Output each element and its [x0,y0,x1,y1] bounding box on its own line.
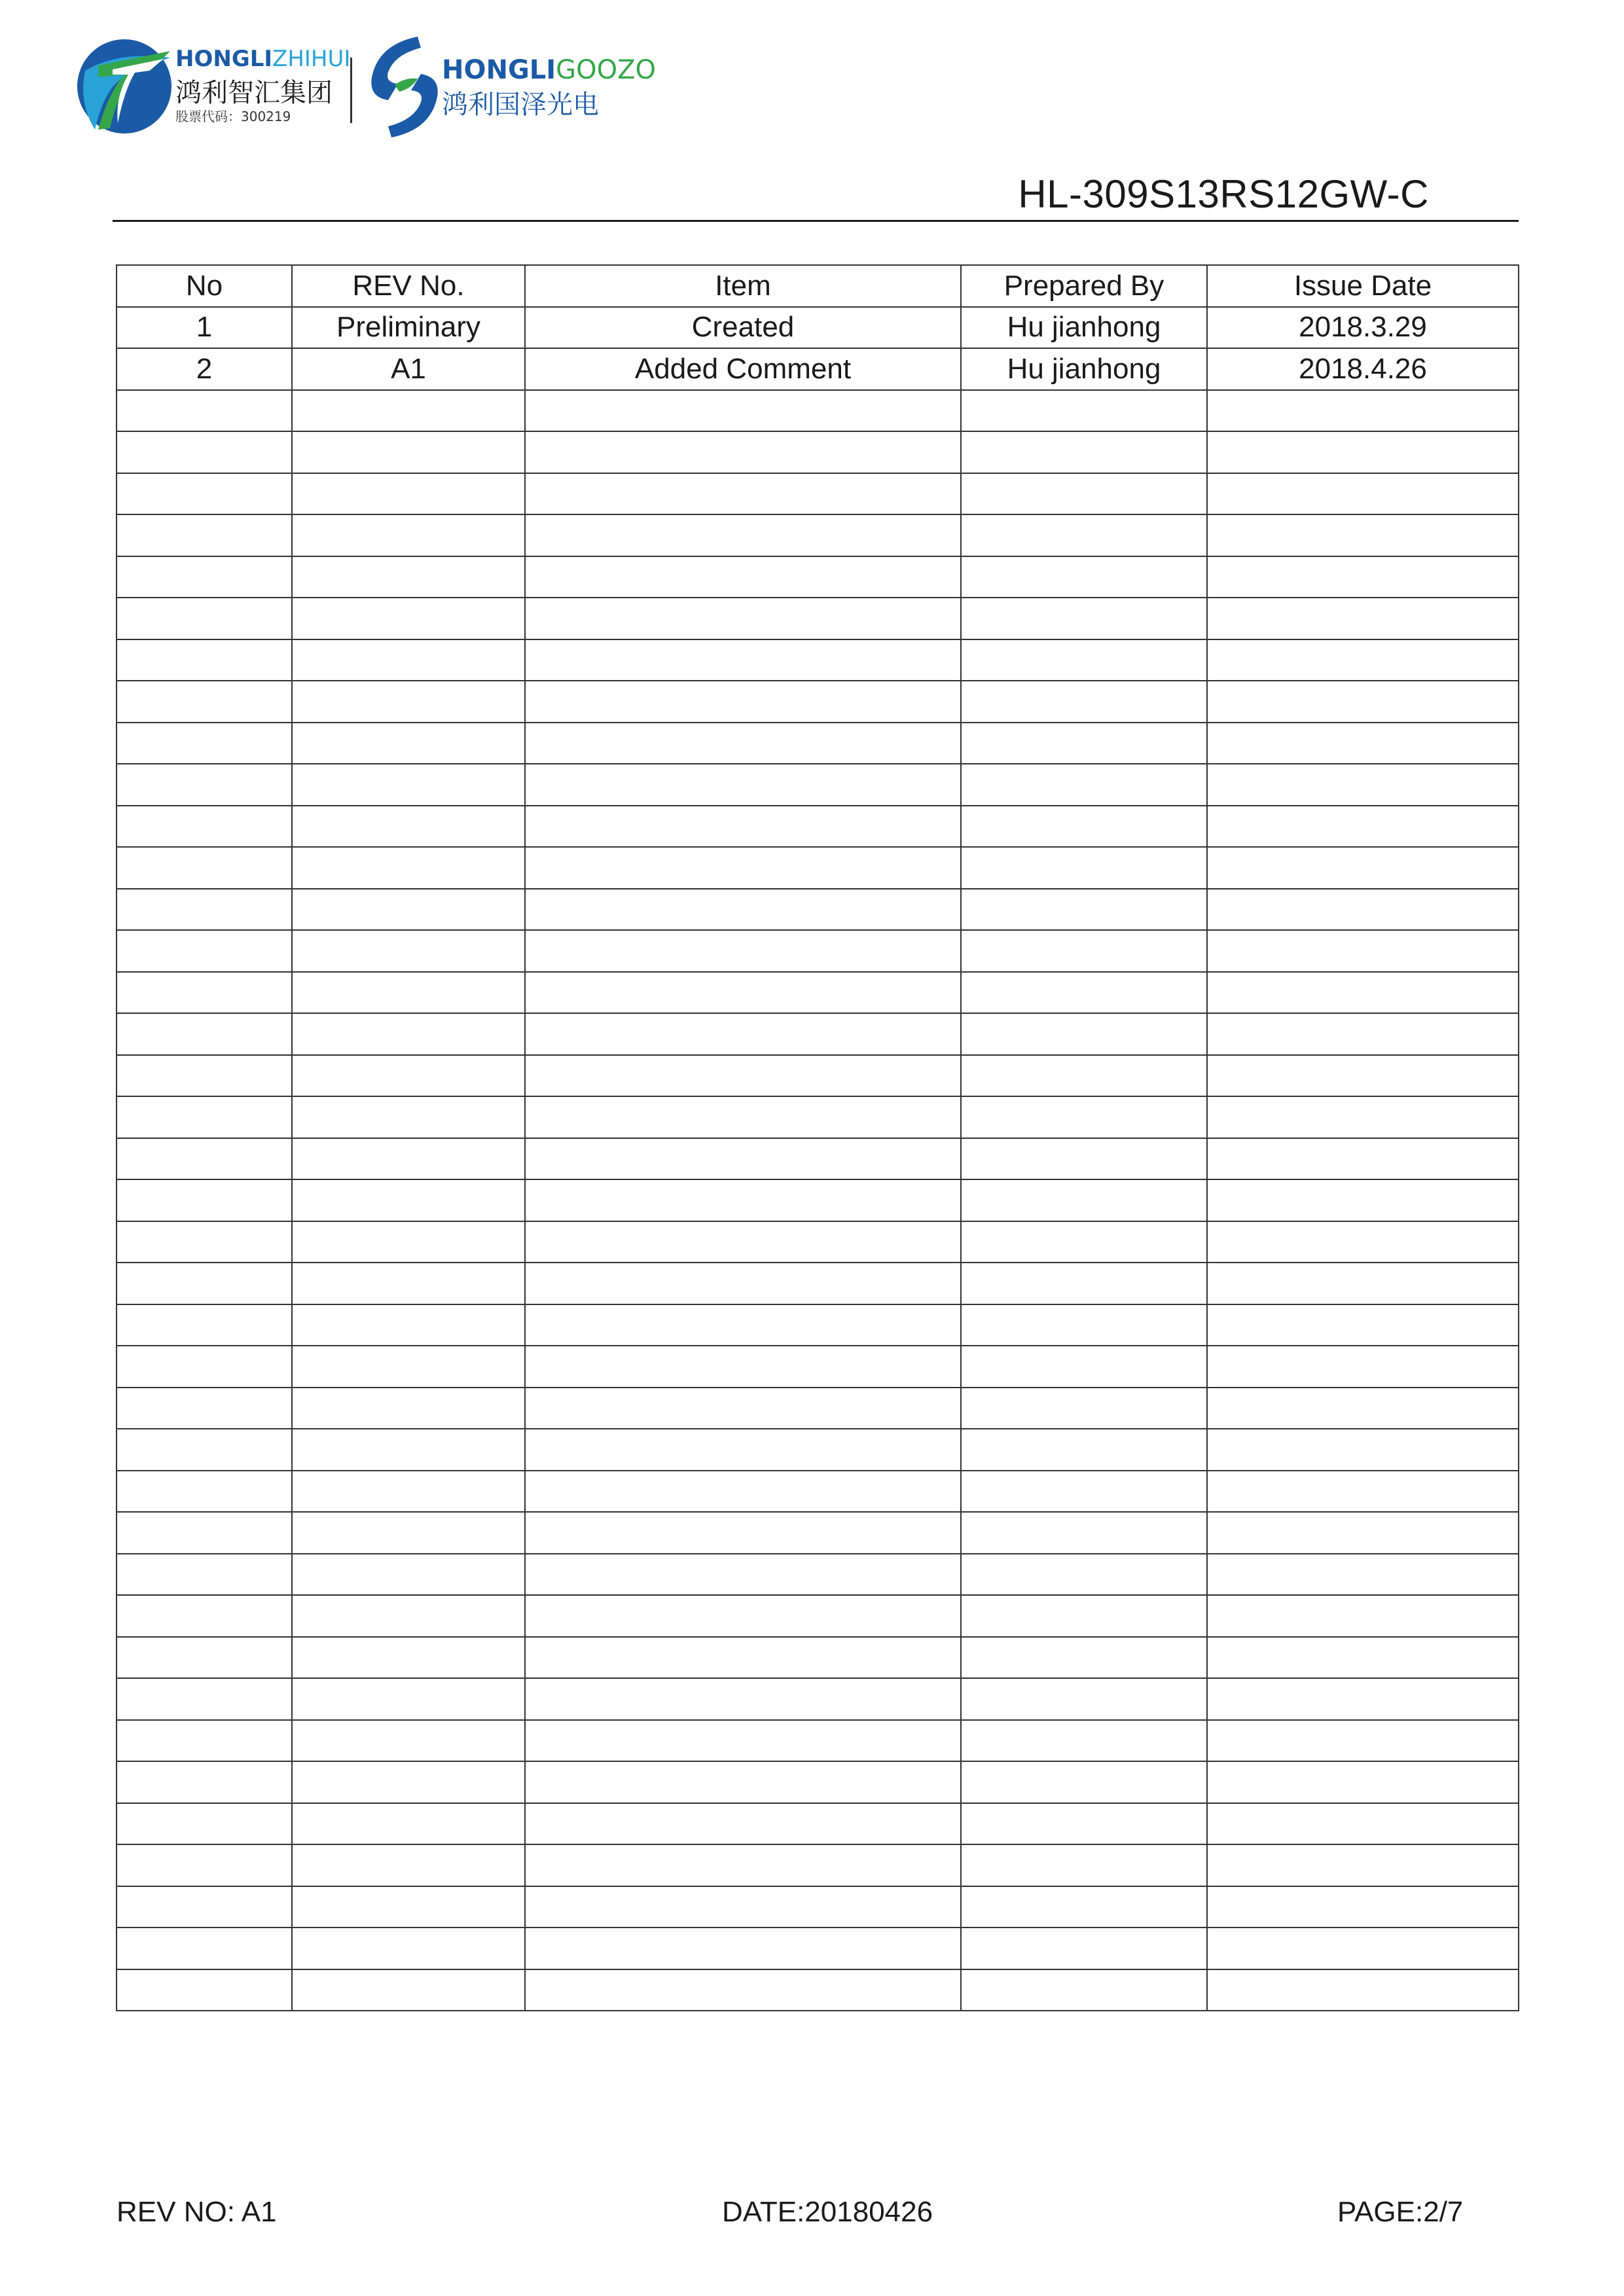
empty-cell [961,1554,1207,1596]
empty-cell [525,889,961,931]
empty-cell [292,972,525,1014]
empty-cell [961,764,1207,806]
model-number: HL-309S13RS12GW-C [1018,172,1429,216]
footer-rev-no: REV NO: A1 [117,2196,277,2228]
empty-cell [292,598,525,639]
empty-cell [292,1678,525,1720]
table-header-row [117,265,1519,307]
empty-cell [1207,681,1519,723]
empty-cell [1207,598,1519,639]
empty-cell [525,930,961,972]
empty-cell [961,1803,1207,1845]
empty-cell [1207,1637,1519,1679]
empty-cell [292,639,525,681]
empty-cell [292,1554,525,1596]
logo-divider [350,58,352,123]
empty-cell [525,1720,961,1762]
empty-cell [525,1096,961,1138]
empty-cell [117,1637,292,1679]
table-row-empty [117,390,1519,432]
empty-cell [961,1179,1207,1221]
empty-cell [525,639,961,681]
empty-cell [961,972,1207,1014]
table-row-empty [117,681,1519,723]
empty-cell [1207,806,1519,848]
empty-cell [292,1263,525,1304]
table-row-empty [117,1179,1519,1221]
empty-cell [117,1512,292,1554]
hongligoozo-logo-icon [359,31,450,143]
empty-cell [525,1013,961,1055]
empty-cell [1207,930,1519,972]
empty-cell [117,1844,292,1886]
empty-cell [1207,1761,1519,1803]
empty-cell [1207,1678,1519,1720]
empty-cell [1207,847,1519,889]
logo2-name: HONGLIGOOZO [442,55,657,85]
table-row-empty [117,1720,1519,1762]
empty-cell [525,598,961,639]
table-row [117,307,1519,349]
empty-cell [1207,1886,1519,1928]
empty-cell [961,1138,1207,1180]
table-row-empty [117,1429,1519,1471]
table-row-empty [117,930,1519,972]
empty-cell [525,1886,961,1928]
cell-rev: Preliminary [292,307,525,349]
empty-cell [525,1595,961,1637]
empty-cell [292,723,525,764]
empty-cell [525,1678,961,1720]
empty-cell [117,723,292,764]
empty-cell [961,598,1207,639]
empty-cell [525,1803,961,1845]
empty-cell [117,930,292,972]
empty-cell [117,1969,292,2011]
empty-cell [1207,1388,1519,1429]
empty-cell [525,1761,961,1803]
empty-cell [117,514,292,556]
table-row-empty [117,1388,1519,1429]
empty-cell [117,390,292,432]
cell-item: Added Comment [525,348,961,390]
empty-cell [117,1263,292,1304]
empty-cell [292,806,525,848]
empty-cell [117,1803,292,1845]
empty-cell [961,1263,1207,1304]
empty-cell [1207,1471,1519,1513]
empty-cell [292,1138,525,1180]
empty-cell [292,889,525,931]
empty-cell [117,598,292,639]
empty-cell [117,1304,292,1346]
empty-cell [525,1263,961,1304]
empty-cell [117,972,292,1014]
empty-cell [1207,390,1519,432]
table-row-empty [117,847,1519,889]
empty-cell [117,556,292,598]
empty-cell [961,1886,1207,1928]
footer-date: DATE:20180426 [722,2196,933,2228]
empty-cell [961,1637,1207,1679]
empty-cell [961,1304,1207,1346]
empty-cell [525,473,961,515]
empty-cell [1207,1803,1519,1845]
empty-cell [292,681,525,723]
table-row-empty [117,1096,1519,1138]
empty-cell [292,847,525,889]
empty-cell [1207,1138,1519,1180]
empty-cell [961,1595,1207,1637]
table-row-empty [117,1886,1519,1928]
cell-rev: A1 [292,348,525,390]
empty-cell [1207,556,1519,598]
empty-cell [525,1388,961,1429]
table-row-empty [117,1304,1519,1346]
empty-cell [292,1388,525,1429]
empty-cell [292,1179,525,1221]
column-header-rev: REV No. [292,265,525,307]
empty-cell [1207,1429,1519,1471]
empty-cell [117,1179,292,1221]
column-header-no: No [117,265,292,307]
empty-cell [961,556,1207,598]
empty-cell [961,723,1207,764]
empty-cell [117,431,292,473]
empty-cell [525,847,961,889]
empty-cell [961,889,1207,931]
table-row-empty [117,1844,1519,1886]
empty-cell [1207,639,1519,681]
empty-cell [961,1471,1207,1513]
empty-cell [292,1637,525,1679]
table-row-empty [117,1221,1519,1263]
empty-cell [117,639,292,681]
empty-cell [1207,473,1519,515]
empty-cell [961,930,1207,972]
cell-item: Created [525,307,961,349]
table-row-empty [117,972,1519,1014]
table-row-empty [117,1471,1519,1513]
empty-cell [117,1761,292,1803]
table-row [117,348,1519,390]
empty-cell [525,1138,961,1180]
empty-cell [292,514,525,556]
empty-cell [292,1720,525,1762]
table-row-empty [117,556,1519,598]
empty-cell [1207,1512,1519,1554]
empty-cell [117,889,292,931]
empty-cell [292,1346,525,1388]
table-row-empty [117,1595,1519,1637]
table-row-empty [117,1346,1519,1388]
empty-cell [292,1969,525,2011]
empty-cell [961,1969,1207,2011]
empty-cell [1207,1595,1519,1637]
empty-cell [1207,1554,1519,1596]
empty-cell [1207,1221,1519,1263]
table-row-empty [117,1803,1519,1845]
table-row-empty [117,639,1519,681]
table-row-empty [117,1761,1519,1803]
empty-cell [292,1844,525,1886]
empty-cell [961,431,1207,473]
table-row-empty [117,1055,1519,1097]
empty-cell [961,1096,1207,1138]
empty-cell [1207,1928,1519,1969]
table-row-empty [117,1263,1519,1304]
table-row-empty [117,764,1519,806]
empty-cell [961,1844,1207,1886]
empty-cell [292,1886,525,1928]
empty-cell [525,1637,961,1679]
column-header-item: Item [525,265,961,307]
cell-prepared-by: Hu jianhong [961,307,1207,349]
empty-cell [525,764,961,806]
empty-cell [961,514,1207,556]
empty-cell [292,1221,525,1263]
logo1-chinese-name: 鸿利智汇集团 [175,78,333,108]
empty-cell [117,681,292,723]
empty-cell [961,1346,1207,1388]
cell-prepared-by: Hu jianhong [961,348,1207,390]
empty-cell [292,556,525,598]
empty-cell [292,1055,525,1097]
empty-cell [117,1678,292,1720]
column-header-prepared-by: Prepared By [961,265,1207,307]
empty-cell [117,1471,292,1513]
empty-cell [292,1761,525,1803]
empty-cell [117,1886,292,1928]
empty-cell [525,1554,961,1596]
empty-cell [525,1055,961,1097]
empty-cell [292,1595,525,1637]
table-row-empty [117,1138,1519,1180]
empty-cell [525,1221,961,1263]
honglizhihui-logo-icon [72,31,183,143]
table-row-empty [117,889,1519,931]
empty-cell [961,681,1207,723]
empty-cell [961,390,1207,432]
table-row-empty [117,1512,1519,1554]
empty-cell [117,1429,292,1471]
cell-no: 1 [117,307,292,349]
empty-cell [117,1720,292,1762]
cell-issue-date: 2018.4.26 [1207,348,1519,390]
table-row-empty [117,723,1519,764]
logo2-chinese-name: 鸿利国泽光电 [442,90,599,120]
empty-cell [1207,1346,1519,1388]
logo1-stock-code: 股票代码：300219 [175,109,291,124]
empty-cell [292,1304,525,1346]
empty-cell [292,1096,525,1138]
empty-cell [961,806,1207,848]
empty-cell [961,1388,1207,1429]
empty-cell [961,1720,1207,1762]
header-rule [113,220,1519,222]
empty-cell [525,1429,961,1471]
empty-cell [1207,1179,1519,1221]
empty-cell [117,1221,292,1263]
empty-cell [1207,1304,1519,1346]
revision-table [116,264,1519,2011]
empty-cell [117,806,292,848]
empty-cell [1207,514,1519,556]
footer-page: PAGE:2/7 [1337,2196,1464,2228]
empty-cell [117,1595,292,1637]
empty-cell [117,1138,292,1180]
table-row-empty [117,473,1519,515]
table-row-empty [117,1678,1519,1720]
table-row-empty [117,514,1519,556]
empty-cell [961,473,1207,515]
empty-cell [961,1512,1207,1554]
empty-cell [525,1304,961,1346]
empty-cell [525,681,961,723]
empty-cell [1207,431,1519,473]
empty-cell [292,930,525,972]
empty-cell [1207,723,1519,764]
empty-cell [525,1844,961,1886]
table-row-empty [117,1554,1519,1596]
empty-cell [961,1013,1207,1055]
table-row-empty [117,431,1519,473]
empty-cell [1207,1263,1519,1304]
empty-cell [1207,1096,1519,1138]
empty-cell [1207,1844,1519,1886]
empty-cell [525,1928,961,1969]
empty-cell [117,473,292,515]
empty-cell [117,1554,292,1596]
empty-cell [1207,1969,1519,2011]
cell-issue-date: 2018.3.29 [1207,307,1519,349]
header-logos [72,31,661,143]
empty-cell [525,1179,961,1221]
empty-cell [292,1512,525,1554]
empty-cell [961,1221,1207,1263]
empty-cell [525,514,961,556]
empty-cell [525,806,961,848]
empty-cell [961,1761,1207,1803]
empty-cell [292,390,525,432]
empty-cell [961,1678,1207,1720]
empty-cell [1207,1720,1519,1762]
table-row-empty [117,1013,1519,1055]
empty-cell [1207,972,1519,1014]
table-row-empty [117,598,1519,639]
empty-cell [117,1346,292,1388]
empty-cell [117,1096,292,1138]
empty-cell [961,1429,1207,1471]
empty-cell [117,1055,292,1097]
table-row-empty [117,1928,1519,1969]
empty-cell [525,1346,961,1388]
empty-cell [961,847,1207,889]
empty-cell [117,1388,292,1429]
empty-cell [1207,889,1519,931]
empty-cell [525,431,961,473]
empty-cell [117,1013,292,1055]
empty-cell [117,764,292,806]
empty-cell [525,723,961,764]
empty-cell [292,1013,525,1055]
empty-cell [292,473,525,515]
empty-cell [292,1803,525,1845]
empty-cell [292,1471,525,1513]
table-row-empty [117,806,1519,848]
empty-cell [961,1055,1207,1097]
empty-cell [961,1928,1207,1969]
column-header-issue-date: Issue Date [1207,265,1519,307]
cell-no: 2 [117,348,292,390]
empty-cell [117,847,292,889]
empty-cell [1207,1055,1519,1097]
empty-cell [525,972,961,1014]
empty-cell [525,1471,961,1513]
empty-cell [525,556,961,598]
empty-cell [525,1969,961,2011]
empty-cell [1207,764,1519,806]
empty-cell [525,390,961,432]
empty-cell [1207,1013,1519,1055]
empty-cell [292,431,525,473]
empty-cell [292,764,525,806]
table-row-empty [117,1969,1519,2011]
table-row-empty [117,1637,1519,1679]
empty-cell [525,1512,961,1554]
empty-cell [292,1429,525,1471]
empty-cell [961,639,1207,681]
empty-cell [292,1928,525,1969]
logo1-name: HONGLIZHIHUI [175,46,351,72]
empty-cell [117,1928,292,1969]
